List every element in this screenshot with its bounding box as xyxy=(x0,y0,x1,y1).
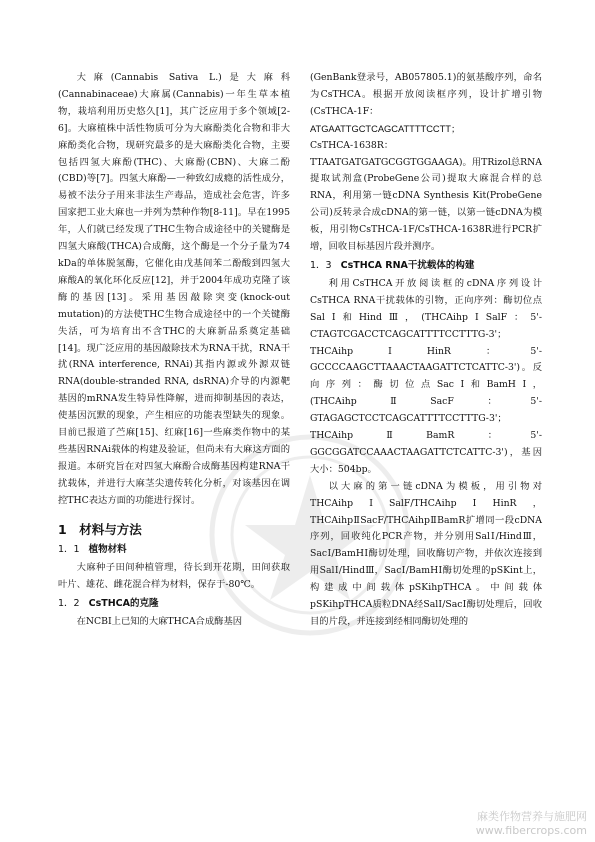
right-column xyxy=(310,70,542,631)
subsection-title: 植物材料 xyxy=(88,544,127,556)
watermark-url: www.fibercrops.com xyxy=(475,824,587,837)
plant-material-paragraph: 大麻种子田间种植管理，待长到开花期，田间获取叶片、雄花、雌花混合样为材料，保存于-80℃。 xyxy=(58,562,290,591)
cloning-paragraph-start: 在NCBI上已知的大麻THCA合成酶基因 xyxy=(76,616,243,628)
site-watermark xyxy=(476,810,587,838)
subsection-heading-1-3 xyxy=(310,258,542,275)
rnai-vector-paragraph: 利用CsTHCA开放阅读框的cDNA序列设计CsTHCA RNA干扰载体的引物，正向序列：酶切位点SalⅠ和HindⅢ，(THCAihpⅠSalF：5'-CTAGTCGACCTCAGCATTTTCCTTTG-3'；THCAihpⅠHinR：5'-GCCCCAAGCTTAAACTAAGATTCTCATTC-3')。反向序列：酶切位点SacⅠ和BamHⅠ，(THCAihpⅡSacF：5'-GTAGAGCTCCTCAGCATTTTCCTTTG-3'；THCAihpⅡBamR：5'-GGCGGATCCAAACTAAGATTCTCATTC-3')，基因大小：504bp。 xyxy=(310,277,542,475)
watermark-site-name: 麻类作物营养与施肥网 xyxy=(477,810,587,823)
primer-sequence-forward: ATGAATTGCTCAGCATTTTCCTT； xyxy=(310,123,461,134)
subsection-number: 1．1 xyxy=(58,544,80,556)
subsection-number: 1．3 xyxy=(310,259,332,271)
section-heading-materials-methods: 1 材料与方法 xyxy=(58,521,142,537)
subsection-title: CsTHCA RNA干扰载体的构建 xyxy=(340,259,475,271)
primer-name-reverse: CsTHCA-1638R： xyxy=(310,139,394,151)
subsection-heading-1-1 xyxy=(58,542,290,559)
subsection-heading-1-2 xyxy=(58,596,290,613)
vector-construction-paragraph: 以大麻的第一链cDNA为模板，用引物对THCAihpⅠSalF/THCAihpⅠHinR，THCAihpⅡSacF/THCAihpⅡBamR扩增同一段cDNA序列，回收纯化PCR产物，并分别用SalⅠ/HindⅢ，SacⅠ/BamHⅠ酶切处理，回收酶切产物，并依次连接到用SalⅠ/HindⅢ，SacⅠ/BamHⅠ酶切处理的pSKint上，构建成中间载体pSKihpTHCA。中间载体pSKihpTHCA质粒DNA经SalⅠ/SacⅠ酶切处理后，回收目的片段，并连接到经相同酶切处理的 xyxy=(310,480,542,627)
subsection-title: CsTHCA的克隆 xyxy=(88,598,159,610)
primer-sequence-reverse-and-method: TTAATGATGATGCGGTGGAAGA)。用TRizol总RNA提取试剂盒(ProbeGene公司)提取大麻混合样的总RNA，利用第一链cDNA Synthesis Kit(ProbeGene公司)反转录合成cDNA的第一链，以第一链cDNA为模板，用引物CsTHCA-1F/CsTHCA-1638R进行PCR扩增，回收目标基因片段并测序。 xyxy=(310,156,542,253)
subsection-number: 1．2 xyxy=(58,598,80,610)
left-column xyxy=(58,70,290,631)
cloning-paragraph-continued: (GenBank登录号，AB057805.1)的氨基酸序列，命名为CsTHCA。根据开放阅读框序列，设计扩增引物(CsTHCA-1F： xyxy=(310,72,542,117)
intro-paragraph: 大麻(Cannabis Sativa L.)是大麻科(Cannabinaceae)大麻属(Cannabis)一年生草本植物，栽培利用历史悠久[1]，其广泛应用于多个领域[2-6]。大麻植株中活性物质可分为大麻酚类化合物和非大麻酚类化合物，现研究最多的是大麻酚类化合物，主要包括四氢大麻酚(THC)、大麻酚(CBN)、大麻二酚(CBD)等[7]。四氢大麻酚—一种致幻成瘾的活性成分，易被不法分子用来非法生产毒品，造成社会危害，许多国家把工业大麻也一并列为禁种作物[8-11]。早在1995年，人们就已经发现了THC生物合成途径中的关键酶是四氢大麻酸(THCA)合成酶，这个酶是一个分子量为74 kDa的单体脱氢酶，它催化由戊基间苯二酚酸到四氢大麻酸A的氧化环化反应[12]，并于2004年成功克隆了该酶的基因[13]。采用基因敲除突变(knock-out mutation)的方法使THC生物合成途径中的一个关键酶失活，可为培育出不含THC的大麻新品系奠定基础[14]。现广泛应用的基因敲除技术为RNA干扰，RNA干扰(RNA interference, RNAi)其指内源或外源双链RNA(double-stranded RNA, dsRNA)介导的内源靶基因的mRNA发生特异性降解，进而抑制基因的表达，使基因沉默的现象，产生相应的功能表型缺失的现象。目前已报道了苎麻[15]、红麻[16]一些麻类作物中的某些基因RNAi载体的构建及验证，但尚未有大麻这方面的报道。本研究旨在对四氢大麻酚合成酶基因构建RNA干扰载体，并进行大麻茎尖遗传转化分析，对该基因在调控THC表达方面的功能进行探讨。 xyxy=(58,72,290,506)
